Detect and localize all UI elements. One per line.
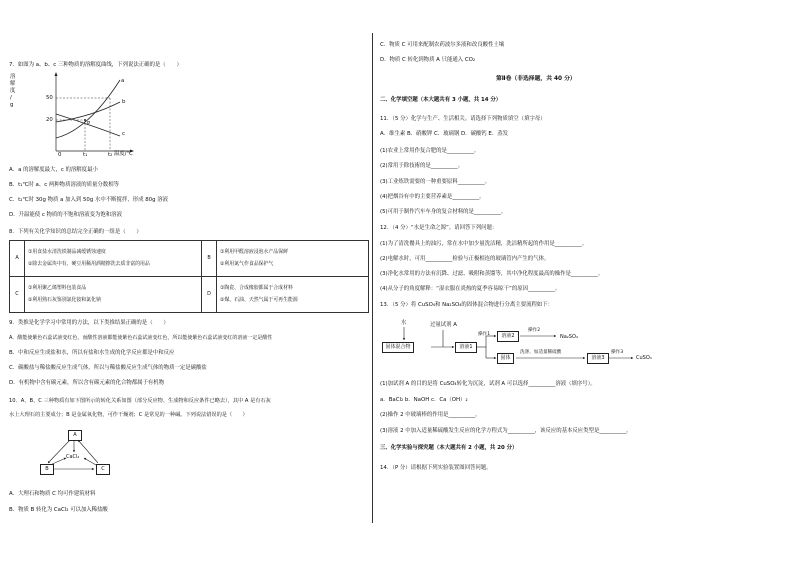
q9-stem: 9．类推是化学学习中常用的方法，以下类推结果正确的是（ ） <box>9 320 169 326</box>
q8-d-line1: ①陶瓷、合成橡胶都属于合成材料 <box>220 284 293 291</box>
node-b: B <box>40 464 54 475</box>
flow-wash-label: 洗涤、加适量稀硫酸 <box>520 350 562 355</box>
q9-option-c: C．碳酸盐与稀盐酸反应生成气体，所以与稀盐酸反应生成气体的物质一定是碳酸盐 <box>9 365 207 371</box>
point-p-label: P <box>87 121 91 127</box>
graph-xlabel: 温度/℃ <box>114 151 133 157</box>
q8-b-line2: ②利用氮气作食品保护气 <box>220 260 274 267</box>
q8-a-line1: ①用食盐水清洗铁制品减缓锈蚀速度 <box>28 248 106 255</box>
tick-50: 50 <box>46 95 53 101</box>
curve-label-c: c <box>122 131 125 137</box>
curve-a <box>56 80 120 138</box>
flow-mix-box: 固体混合物 <box>382 342 414 353</box>
q8-c-line2: ②利用熟石灰鉴别氯化铵和氯化钠 <box>28 296 101 303</box>
q10-option-c: C．物质 C 可用来配制农药波尔多液和改良酸性土壤 <box>380 42 505 48</box>
flow-sol2-box: 溶液2 <box>497 331 519 342</box>
q8-stem: 8．下列有关化学知识的总结完全正确的一组是（ ） <box>9 229 142 235</box>
part2-title: 第Ⅱ卷（非选择题，共 40 分） <box>496 76 576 82</box>
flow-sol1-box: 溶液1 <box>455 342 477 353</box>
flow-op2-label: 操作2 <box>528 328 541 333</box>
flow-op1-label: 操作1 <box>478 332 491 337</box>
q13-item-1: (1)加试剂 A 的目的是将 CuSO₄转化为沉淀，试剂 A 可以选择__________溶液（填序号）。 <box>380 381 596 387</box>
table-row <box>10 241 369 277</box>
q7-option-a: A．a 的溶解度最大，c 的溶解度最小 <box>9 167 98 173</box>
q10-option-b: B．物质 B 转化为 CaCl₂ 可以加入稀盐酸 <box>9 507 108 513</box>
node-a: A <box>68 430 82 441</box>
ylabel-char: 溶 <box>10 74 16 80</box>
q10-option-a: A．大理石和物质 C 均可作建筑材料 <box>9 491 96 497</box>
node-c: C <box>96 464 110 475</box>
q11-choices: A．维生素 B．硝酸钾 C．玻璃钢 D．碳酸钙 E．蒸发 <box>380 131 508 137</box>
q8-label-c: C <box>10 277 25 313</box>
q11-item-1: (1)农业上常用作复合肥的是__________。 <box>380 148 480 154</box>
q10-stem-2: 水上大理石的主要成分；B 是金属氧化物，可作干燥剂；C 是常见的一种碱。下列说法错误的是（ ） <box>9 412 248 418</box>
q8-c-line1: ①利用聚乙烯塑料包装食品 <box>28 284 87 291</box>
tick-20: 20 <box>46 117 53 123</box>
curve-label-b: b <box>122 99 126 105</box>
q10-stem-1: 10．A、B、C 三种物质有如下图所示的转化关系如图（部分反应物、生成物和反应条件已略去），其中 A 是有石灰 <box>9 398 271 404</box>
q7-stem: 7．如图为 a、b、c 三种物质的溶解度曲线，下列说法正确的是（ ） <box>9 62 182 68</box>
q9-option-a: A．酸能使紫色石蕊试液变红色，而酸性溶液都能使紫色石蕊试液变红色，所以能使紫色石蕊试液变红的溶液一定是酸性 <box>9 335 273 341</box>
q8-options-table <box>9 240 369 313</box>
q10-option-d: D．物质 C 转化到物质 A 只能通入 CO₂ <box>380 57 476 63</box>
q9-option-d: D．有机物中含有碳元素，所以含有碳元素的化合物都属于有机物 <box>9 380 165 386</box>
tick-t1: t₁ <box>83 152 88 158</box>
q13-item-1-options: a．BaCl₂ b．NaOH c．Ca（OH）₂ <box>380 397 468 403</box>
ylabel-char: 解 <box>10 81 16 87</box>
q8-cell-a <box>25 241 202 277</box>
flow-reagent: 过量试剂 A <box>430 322 457 328</box>
q9-option-b: B．中和反应生成盐和水，所以有盐和水生成的化学反应都是中和反应 <box>9 350 175 356</box>
q8-cell-d <box>217 277 369 313</box>
q13-flow-arrows <box>378 318 638 378</box>
q7-option-c: C．t₂℃时 30g 物质 a 加入到 50g 水中不断搅拌，形成 80g 溶液 <box>9 197 168 203</box>
q13-stem: 13．（5 分）将 CuSO₄和 Na₂SO₄的固体混合物进行分离主要流程如下： <box>380 302 554 308</box>
q8-label-a: A <box>10 241 25 277</box>
flow-solid-box: 固体 <box>497 353 514 364</box>
q11-stem: 11．（5 分）化学与生产、生活相关。请选择下列物质填空（填字母） <box>380 116 546 122</box>
q8-cell-c <box>25 277 202 313</box>
solubility-graph <box>18 72 148 160</box>
q8-a-line2: ②除去金属块中有，硬豆用稀用酒精擦洗去质非富的用品 <box>28 260 150 267</box>
table-row <box>10 277 369 313</box>
flow-na2so4: Na₂SO₄ <box>560 334 578 340</box>
q12-item-1: (1)为了清洗餐具上的油污，常在水中加少量洗洁精，洗洁精所起的作用是__________。 <box>380 241 588 247</box>
q8-label-d: D <box>202 277 217 313</box>
q8-d-line2: ②煤、石油、天然气属于可再生能源 <box>220 296 298 303</box>
graph-ylabel <box>10 74 17 109</box>
q13-item-2: (2)操作 2 中玻璃棒的作用是__________。 <box>380 412 481 418</box>
q12-item-3: (3)净化水常用的方法有沉降、过滤、吸附和蒸馏等，其中净化程度最高的操作是__________。 <box>380 271 604 277</box>
q8-b-line1: ①利用甲醛溶液浸泡水产品保鲜 <box>220 248 288 255</box>
q8-label-b: B <box>202 241 217 277</box>
y-axis-arrow <box>55 72 58 76</box>
ylabel-char: / <box>10 95 12 101</box>
q13-item-3: (3)溶液 2 中加入适量稀硫酸发生反应的化学方程式为__________，该反应的基本反应类型是__________。 <box>380 428 632 434</box>
section2-title: 二、化学填空题（本大题共有 3 小题，共 14 分） <box>380 97 502 103</box>
flow-water: 水 <box>401 320 407 326</box>
tick-t2: t₂ <box>108 152 113 158</box>
q11-item-2: (2)常用于除技術的是__________。 <box>380 163 464 169</box>
q12-stem: 12．（4 分）“水是生命之源”。请回答下列问题： <box>380 225 498 231</box>
node-center-cacl2: CaCl₂ <box>66 454 80 460</box>
q12-item-4: (4)从分子的角度解释：“湿衣服在炎热的夏季容易晾干”的原因__________。 <box>380 286 561 292</box>
q11-item-3: (3)工业炼铁需要的一种重要原料__________。 <box>380 179 491 185</box>
column-divider <box>372 33 373 523</box>
q7-option-d: D．升温能使 c 物质的不饱和溶液变为饱和溶液 <box>9 212 122 218</box>
ylabel-char: 度 <box>10 88 16 94</box>
q7-option-b: B．t₁℃时 a、c 两种物质溶液的质量分数相等 <box>9 182 119 188</box>
ylabel-char: g <box>10 102 14 108</box>
point-p-dot <box>84 119 86 121</box>
flow-cuso4: CuSO₄ <box>636 355 652 361</box>
q8-cell-b <box>217 241 369 277</box>
q14-stem: 14．（P 分）请根据下列实验装置图回答问题。 <box>380 465 492 471</box>
tick-0: 0 <box>58 152 62 158</box>
flow-sol3-box: 溶液3 <box>587 353 609 364</box>
q11-item-4: (4)把烟谷有中的主要营养素是__________。 <box>380 194 485 200</box>
curve-label-a: a <box>121 78 125 84</box>
section3-title: 三、化学实验与探究题（本大题共有 2 小题，共 20 分） <box>380 445 518 451</box>
flow-op3-label: 操作3 <box>611 350 624 355</box>
arrow-c-to-a <box>78 440 98 463</box>
q12-item-2: (2)电解水时，可用__________检验与正极相连的玻璃管内产生的气体。 <box>380 256 550 262</box>
q11-item-5: (5)可用于制作汽车车身的复合材料的是__________。 <box>380 209 507 215</box>
